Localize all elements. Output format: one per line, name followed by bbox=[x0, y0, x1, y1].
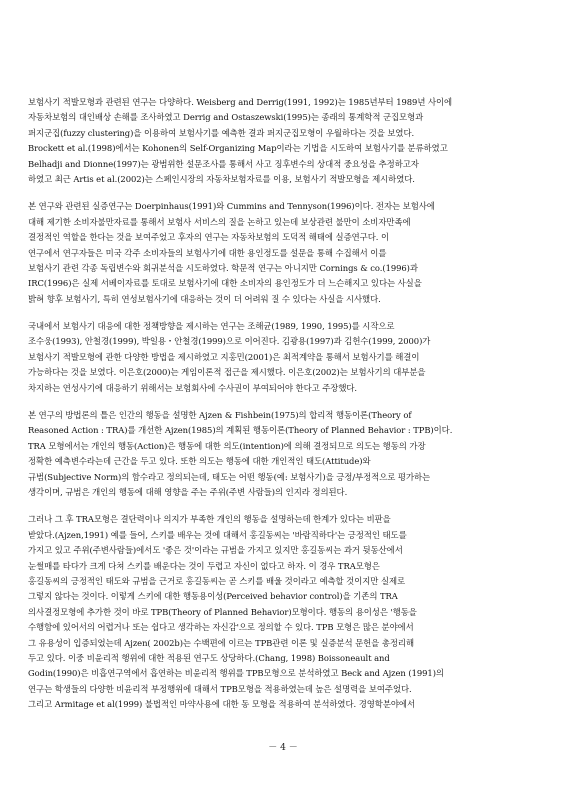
text-line: 눈썰매를 타다가 크게 다쳐 스키를 배운다는 것이 두렵고 자신이 없다고 하자. 이 경우 TRA모형은 bbox=[28, 560, 380, 571]
paragraph-empirical-studies bbox=[28, 199, 538, 307]
text-line: 보험사기 적발모형에 관한 다양한 방법을 제시하였고 지홍민(2001)은 최적계약을 통해서 보험사기를 해결이 bbox=[28, 351, 420, 362]
text-line: 본 연구의 방법론의 틀은 인간의 행동을 설명한 Ajzen & Fishbein(1975)의 합리적 행동이론(Theory of bbox=[28, 410, 412, 421]
text-line: 자동차보험의 대인배상 손해를 조사하였고 Derrig and Ostaszewski(1995)는 종래의 통계학적 군집모형과 bbox=[28, 112, 424, 123]
text-line: 그리고 Armitage et al(1999) 불법적인 마약사용에 대한 동 모형을 적용하여 분석하였다. 경영학분야에서 bbox=[28, 699, 416, 710]
text-line: 수행함에 있어서의 어렵거나 또는 쉽다고 생각하는 자신감'으로 정의할 수 있다. TPB 모형은 많은 분야에서 bbox=[28, 622, 414, 633]
paragraph-fraud-detection-models bbox=[28, 95, 538, 187]
text-line: 의사결정모형에 추가한 것이 바로 TPB(Theory of Planned Behavior)모형이다. 행동의 용이성은 '행동을 bbox=[28, 606, 417, 617]
text-line: 두고 있다. 이중 비윤리적 행위에 대한 적용된 연구도 상당하다.(Chang, 1998) Boissoneault and bbox=[28, 652, 390, 663]
text-line: 홍길동씨의 긍정적인 태도와 규범을 근거로 홍길동씨는 곧 스키를 배울 것이라고 예측할 것이지만 실제로 bbox=[28, 575, 406, 586]
text-line: 연구는 학생들의 다양한 비윤리적 부정행위에 대해서 TPB모형을 적용하였는데 높은 설명력을 보여주었다. bbox=[28, 683, 412, 694]
document-body bbox=[28, 95, 538, 724]
text-line: 가지고 있고 주위(주변사람들)에서도 '좋은 것'이라는 규범을 가지고 있지만 홍길동씨는 과거 뒷동산에서 bbox=[28, 545, 403, 556]
text-line: 가능하다는 것을 보였다. 이은호(2000)는 게임이론적 접근을 제시했다. 이은호(2002)는 보험사기의 대부분을 bbox=[28, 367, 426, 378]
text-line: 차지하는 연성사기에 대응하기 위해서는 보험회사에 수사권이 부여되어야 한다고 주장했다. bbox=[28, 382, 358, 393]
text-line: IRC(1996)은 실제 서베이자료를 토대로 보험사기에 대한 소비자의 용인정도가 더 느슨해지고 있다는 사실을 bbox=[28, 278, 422, 289]
text-line: 정확한 예측변수라는데 근간을 두고 있다. 또한 의도는 행동에 대한 개인적인 태도(Attitude)와 bbox=[28, 456, 371, 467]
text-line: 하였고 최근 Artis et al.(2002)는 스페인시장의 자동차보험자료를 이용, 보험사기 적발모형을 제시하였다. bbox=[28, 173, 415, 184]
text-line: 규범(Subjective Norm)의 함수라고 정의되는데, 태도는 어떤 행동(예: 보험사기)을 긍정/부정적으로 평가하는 bbox=[28, 471, 431, 482]
text-line: 생각이며, 규범은 개인의 행동에 대해 영향을 주는 주위(주변 사람들)의 인지라 정의된다. bbox=[28, 486, 348, 497]
text-line: 받았다.(Ajzen,1991) 예를 들어, 스키를 배우는 것에 대해서 홍길동씨는 '바람직하다'는 긍정적인 태도를 bbox=[28, 529, 407, 540]
text-line: 그렇지 않다는 것이다. 이렇게 스키에 대한 행동용이성(Perceived behavior control)을 기존의 TRA bbox=[28, 591, 398, 602]
text-line: 밝혀 향후 보험사기, 특히 연성보험사기에 대응하는 것이 더 어려워 질 수 있다는 사실을 시사했다. bbox=[28, 293, 381, 304]
paragraph-tpb-model bbox=[28, 512, 538, 712]
text-line: 대해 제기한 소비자불만자료를 통해서 보험사 서비스의 질을 논하고 있는데 보상관련 불만이 소비자만족에 bbox=[28, 216, 411, 227]
text-line: Brockett et al.(1998)에서는 Kohonen의 Self-Organizing Map이라는 기법을 시도하여 보험사기를 분류하였고 bbox=[28, 143, 448, 154]
text-line: Reasoned Action : TRA)를 개선한 Ajzen(1985)의 계획된 행동이론(Theory of Planned Behavior : TPB)이다. bbox=[28, 425, 453, 436]
text-line: 국내에서 보험사기 대응에 대한 정책방향을 제시하는 연구는 조해균(1989, 1990, 1995)를 시작으로 bbox=[28, 321, 395, 332]
text-line: Belhadji and Dionne(1997)는 광범위한 설문조사를 통해서 사고 징후변수의 상대적 중요성을 추정하고자 bbox=[28, 158, 419, 169]
text-line: 퍼지군집(fuzzy clustering)을 이용하여 보험사기를 예측한 결과 퍼지군집모형이 우월하다는 것을 보였다. bbox=[28, 127, 415, 138]
text-line: 조수웅(1993), 안철경(1999), 박일용・안철경(1999)으로 이어진다. 김광용(1997)과 김헌수(1999, 2000)가 bbox=[28, 336, 431, 347]
text-line: 보험사기 관련 각종 독립변수와 회귀분석을 시도하였다. 학문적 연구는 아니지만 Cornings & co.(1996)과 bbox=[28, 262, 418, 273]
paragraph-domestic-research bbox=[28, 319, 538, 396]
text-line: 보험사기 적발모형과 관련된 연구는 다양하다. Weisberg and Derrig(1991, 1992)는 1985년부터 1989년 사이에 bbox=[28, 97, 453, 107]
text-line: 본 연구와 관련된 실증연구는 Doerpinhaus(1991)와 Cummins and Tennyson(1996)이다. 전자는 보험사에 bbox=[28, 201, 435, 212]
text-line: Godin(1990)은 비흡연구역에서 흡연하는 비윤리적 행위를 TPB모형으로 분석하였고 Beck and Ajzen (1991)의 bbox=[28, 668, 444, 679]
paragraph-methodology-tra bbox=[28, 408, 538, 500]
text-line: 연구에서 연구자들은 미국 각주 소비자들의 보험사기에 대한 용인정도를 설문을 통해 수집해서 이를 bbox=[28, 247, 387, 258]
text-line: TRA 모형에서는 개인의 행동(Action)은 행동에 대한 의도(intention)에 의해 결정되므로 의도는 행동의 가장 bbox=[28, 440, 426, 451]
page-number: － 4 － bbox=[268, 743, 298, 753]
text-line: 결정적인 역할을 한다는 것을 보여주었고 후자의 연구는 자동차보험의 도덕적 해태에 실증연구다. 이 bbox=[28, 232, 389, 243]
text-line: 그 유용성이 입증되었는데 Ajzen( 2002b)는 수백편에 이르는 TPB관련 이론 및 실증분석 문헌을 총정리해 bbox=[28, 637, 414, 648]
text-line: 그러나 그 후 TRA모형은 결단력이나 의지가 부족한 개인의 행동을 설명하는데 한계가 있다는 비판을 bbox=[28, 514, 391, 525]
